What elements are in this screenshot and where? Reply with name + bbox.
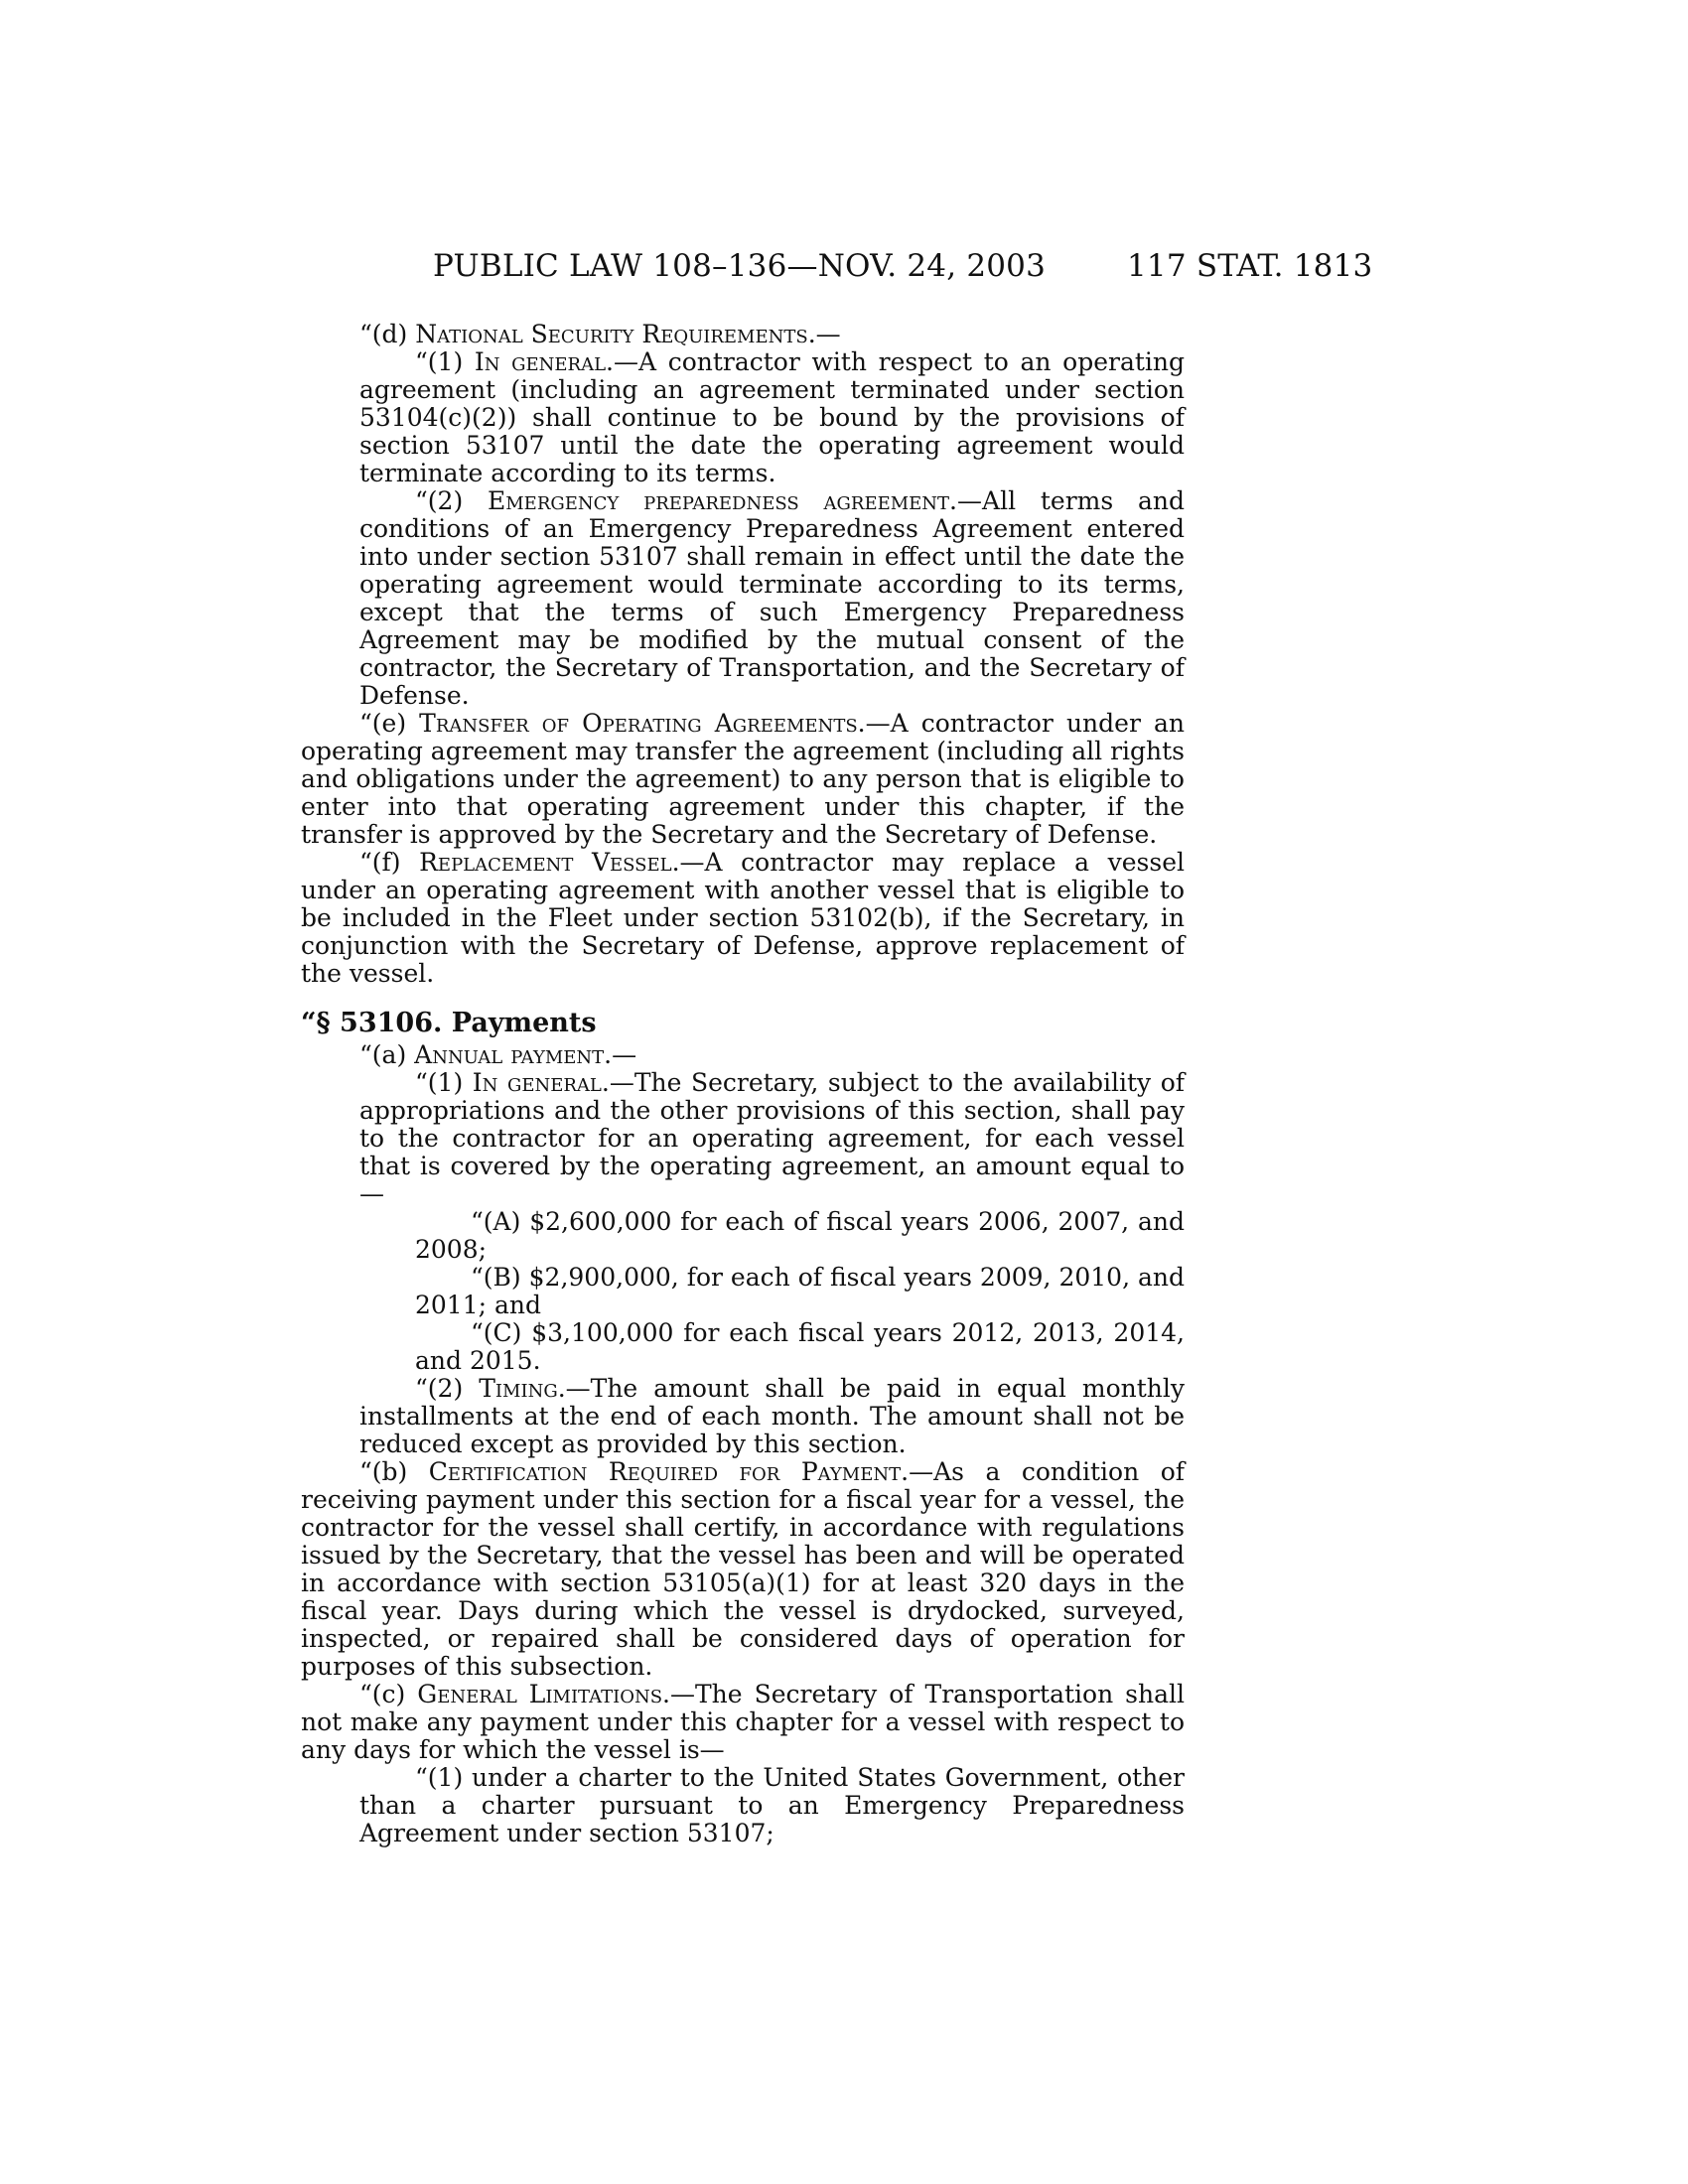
paragraph-lead: “(B) xyxy=(471,1263,529,1292)
paragraph-d-2 xyxy=(301,487,1185,710)
paragraph-text: $2,600,000 for each of fiscal years 2006, 2007, and 2008; xyxy=(415,1207,1185,1264)
paragraph-heading: Timing. xyxy=(479,1374,566,1403)
paragraph-lead: “(1) xyxy=(415,347,475,376)
paragraph-lead: “(c) xyxy=(359,1680,418,1708)
paragraph-text: —A contractor under an operating agreement may transfer the agreement (including all rights and obligations under the agreement) to any person that is eligible to enter into that operating agreement under this chapter, if the transfer is approved by the Secretary and the Secretary of Defense. xyxy=(301,709,1186,849)
paragraph-lead: “(2) xyxy=(415,1374,480,1403)
paragraph-heading: Emergency preparedness agreement. xyxy=(488,486,958,515)
paragraph-a xyxy=(301,1041,1185,1069)
paragraph-a-2 xyxy=(301,1375,1185,1458)
paragraph-heading: Transfer of Operating Agreements. xyxy=(419,709,866,738)
paragraph-lead: “(2) xyxy=(415,486,488,515)
paragraph-f xyxy=(301,849,1185,988)
paragraph-c-1 xyxy=(301,1764,1185,1847)
paragraph-lead: “(C) xyxy=(471,1318,532,1347)
paragraph-text: —A contractor with respect to an operating agreement (including an agreement terminated under section 53104(c)(2)) shall continue to be bound by the provisions of section 53107 until the date the operating agreement would terminate according to its terms. xyxy=(359,347,1186,487)
paragraph-text: —As a condition of receiving payment under this section for a fiscal year for a vessel, the contractor for the vessel shall certify, in accordance with regulations issued by the Secretary, that the vessel has been and will be operated in accordance with section 53105(a)(1) for at least 320 days in the fiscal year. Days during which the vessel is drydocked, surveyed, inspected, or repaired shall be considered days of operation for purposes of this subsection. xyxy=(301,1457,1185,1681)
document-body xyxy=(301,321,1185,1847)
paragraph-heading: In general. xyxy=(474,347,614,376)
paragraph-lead: “(a) xyxy=(359,1040,415,1069)
paragraph-text: —A contractor may replace a vessel under an operating agreement with another vessel that is eligible to be included in the Fleet under section 53102(b), if the Secretary, in conjunction with the Secretary of Defense, approve replacement of the vessel. xyxy=(301,848,1185,988)
running-header-stat-page: 117 STAT. 1813 xyxy=(1127,248,1373,284)
paragraph-lead: “(e) xyxy=(359,709,420,738)
paragraph-heading: Replacement Vessel. xyxy=(419,848,680,877)
paragraph-text: under a charter to the United States Government, other than a charter pursuant to an Emergency Preparedness Agreement under section 53107; xyxy=(359,1763,1186,1847)
paragraph-d xyxy=(301,321,1185,348)
paragraph-b xyxy=(301,1458,1185,1681)
paragraph-text: —All terms and conditions of an Emergency Preparedness Agreement entered into under section 53107 shall remain in effect until the date the operating agreement would terminate according to its terms, except that the terms of such Emergency Preparedness Agreement may be modified by the mutual consent of the contractor, the Secretary of Transportation, and the Secretary of Defense. xyxy=(359,486,1186,710)
paragraph-heading: Annual payment. xyxy=(414,1040,613,1069)
paragraph-text: —The Secretary, subject to the availability of appropriations and the other provisions of this section, shall pay to the contractor for an operating agreement, for each vessel that is covered by the operating agreement, an amount equal to— xyxy=(359,1068,1185,1208)
paragraph-heading: National Security Requirements. xyxy=(415,320,816,348)
paragraph-heading: General Limitations. xyxy=(417,1680,670,1708)
subparagraph-A xyxy=(301,1208,1185,1264)
paragraph-heading: Certification Required for Payment. xyxy=(428,1457,910,1486)
paragraph-text: $2,900,000, for each of fiscal years 2009, 2010, and 2011; and xyxy=(415,1263,1186,1319)
paragraph-text: $3,100,000 for each fiscal years 2012, 2013, 2014, and 2015. xyxy=(415,1318,1185,1375)
paragraph-lead: “(d) xyxy=(359,320,416,348)
subparagraph-C xyxy=(301,1319,1185,1375)
paragraph-lead: “(f) xyxy=(359,848,420,877)
paragraph-text: — xyxy=(815,320,841,348)
paragraph-text: — xyxy=(612,1040,637,1069)
paragraph-lead: “(1) xyxy=(415,1068,473,1097)
subparagraph-B xyxy=(301,1264,1185,1319)
paragraph-lead: “(A) xyxy=(471,1207,530,1236)
paragraph-heading: In general. xyxy=(472,1068,610,1097)
paragraph-e xyxy=(301,710,1185,849)
paragraph-d-1 xyxy=(301,348,1185,487)
section-heading: “§ 53106. Payments xyxy=(301,1008,597,1038)
running-header-title: PUBLIC LAW 108–136—NOV. 24, 2003 xyxy=(433,248,1047,284)
paragraph-lead: “(1) xyxy=(415,1763,472,1792)
paragraph-text: —The amount shall be paid in equal monthly installments at the end of each month. The amount shall not be reduced except as provided by this section. xyxy=(359,1374,1186,1458)
paragraph-text: —The Secretary of Transportation shall not make any payment under this chapter for a vessel with respect to any days for which the vessel is— xyxy=(301,1680,1185,1764)
paragraph-lead: “(b) xyxy=(359,1457,429,1486)
paragraph-c xyxy=(301,1681,1185,1764)
paragraph-a-1 xyxy=(301,1069,1185,1208)
